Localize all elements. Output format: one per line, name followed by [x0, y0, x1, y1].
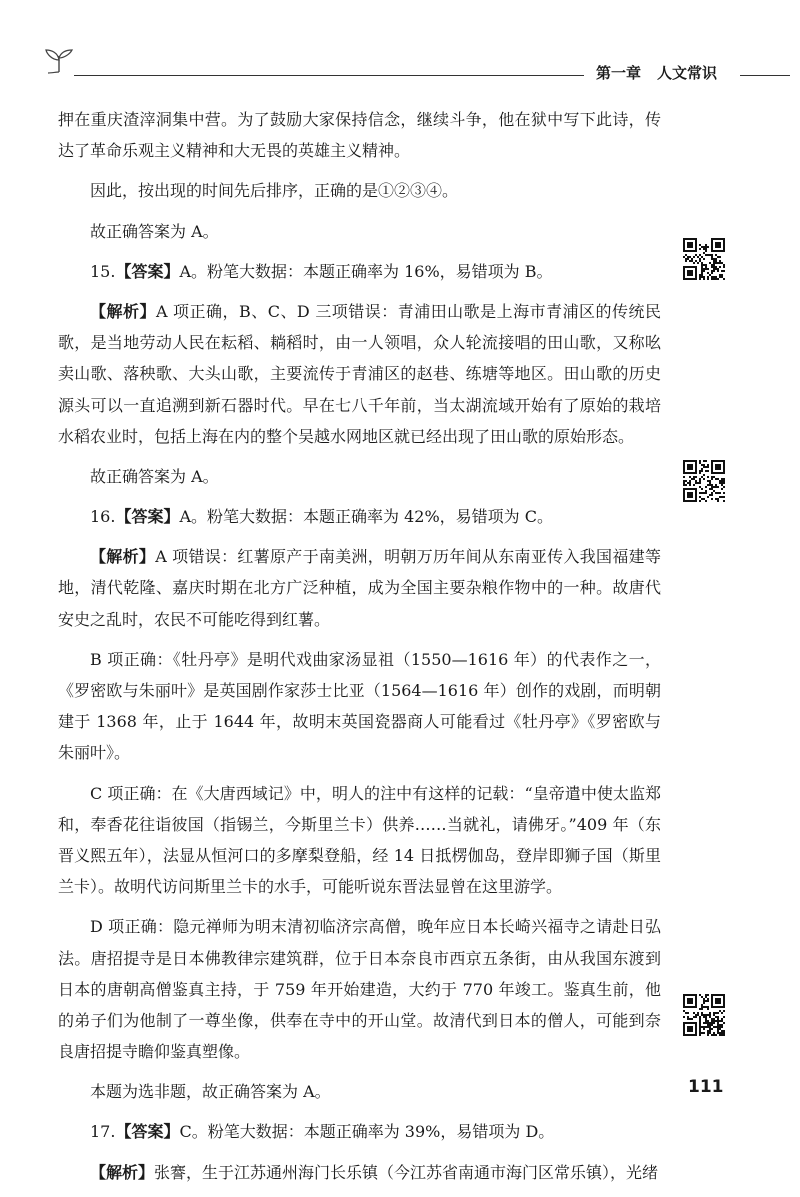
qr-code-icon[interactable]: [683, 460, 725, 502]
analysis-17: [58, 1157, 661, 1188]
paragraph: 因此，按出现的时间先后排序，正确的是①②③④。: [90, 181, 459, 201]
paragraph: 押在重庆渣滓洞集中营。为了鼓励大家保持信念，继续斗争，他在狱中写下此诗，传达了革命乐观主义精神和大无畏的英雄主义精神。: [58, 110, 661, 161]
analysis-text: 张謇，生于江苏通州海门长乐镇（今江苏省南通市海门区常乐镇），光绪: [154, 1162, 659, 1182]
analysis-tag: 【解析】: [90, 1162, 155, 1182]
qr-code-icon[interactable]: [683, 994, 725, 1036]
answer-text: A。粉笔大数据：本题正确率为 42%，易错项为 C。: [179, 507, 554, 527]
question-number: 16.: [90, 507, 116, 527]
question-number: 17.: [90, 1122, 116, 1142]
sprout-icon: [42, 48, 76, 74]
answer-16: [58, 501, 661, 532]
question-number: 15.: [90, 261, 116, 281]
paragraph: D 项正确：隐元禅师为明末清初临济宗高僧，晚年应日本长崎兴福寺之请赴日弘法。唐招提寺是日本佛教律宗建筑群，位于日本奈良市西京五条街，由从我国东渡到日本的唐朝高僧鉴真主持，于 759 年开始建造，大约于 770 年竣工。鉴真生前，他的弟子们为他制了一尊坐像，供奉在寺中的开山堂。故清代到日本的僧人，可能到奈良唐招提寺瞻仰鉴真塑像。: [58, 917, 661, 1062]
analysis-text: A 项错误：红薯原产于南美洲，明朝万历年间从东南亚传入我国福建等地，清代乾隆、嘉庆时期在北方广泛种植，成为全国主要杂粮作物中的一种。故唐代安史之乱时，农民不可能吃得到红薯。: [58, 547, 661, 629]
page-body: [58, 104, 661, 1197]
analysis-tag: 【解析】: [90, 547, 156, 567]
answer-tag: 【答案】: [115, 261, 180, 281]
answer-tag: 【答案】: [115, 507, 180, 527]
analysis-tag: 【解析】: [90, 301, 156, 321]
chapter-title: 人文常识: [657, 64, 718, 82]
answer-tag: 【答案】: [115, 1122, 180, 1142]
qr-code-icon[interactable]: [683, 238, 725, 280]
chapter-heading: [596, 62, 717, 83]
analysis-text: A 项正确，B、C、D 三项错误：青浦田山歌是上海市青浦区的传统民歌，是当地劳动人民在耘稻、耥稻时，由一人领唱，众人轮流接唱的田山歌，又称吆卖山歌、落秧歌、大头山歌，主要流传于青浦区的赵巷、练塘等地区。田山歌的历史源头可以一直追溯到新石器时代。早在七八千年前，当太湖流域开始有了原始的栽培水稻农业时，包括上海在内的整个吴越水网地区就已经出现了田山歌的原始形态。: [58, 301, 661, 446]
paragraph: B 项正确：《牡丹亭》是明代戏曲家汤显祖（1550—1616 年）的代表作之一，《罗密欧与朱丽叶》是英国剧作家莎士比亚（1564—1616 年）创作的戏剧，而明朝建于 1368 年，止于 1644 年，故明末英国瓷器商人可能看过《牡丹亭》《罗密欧与朱丽叶》。: [58, 649, 661, 763]
analysis-15: [58, 296, 661, 452]
answer-text: C。粉笔大数据：本题正确率为 39%，易错项为 D。: [179, 1122, 555, 1142]
answer-15: [58, 256, 661, 287]
paragraph: 故正确答案为 A。: [90, 466, 219, 486]
paragraph: C 项正确：在《大唐西域记》中，明人的注中有这样的记载：“皇帝遣中使太监郑和，奉香花往诣彼国（指锡兰，今斯里兰卡）供养……当就礼，请佛牙。”409 年（东晋义熙五年），法显从恒河口的多摩梨登船，经 14 日抵楞伽岛，登岸即狮子国（斯里兰卡）。故明代访问斯里兰卡的水手，可能听说东晋法显曾在这里游学。: [58, 783, 661, 897]
paragraph: 故正确答案为 A。: [90, 221, 219, 241]
answer-text: A。粉笔大数据：本题正确率为 16%，易错项为 B。: [179, 261, 553, 281]
page-header: [0, 0, 800, 90]
analysis-16: [58, 541, 661, 635]
chapter-number: 第一章: [596, 64, 642, 82]
header-rule-right: [740, 75, 790, 76]
header-rule-left: [74, 75, 584, 76]
paragraph: 本题为选非题，故正确答案为 A。: [90, 1082, 331, 1102]
answer-17: [58, 1116, 661, 1147]
page-number: 111: [688, 1077, 724, 1097]
